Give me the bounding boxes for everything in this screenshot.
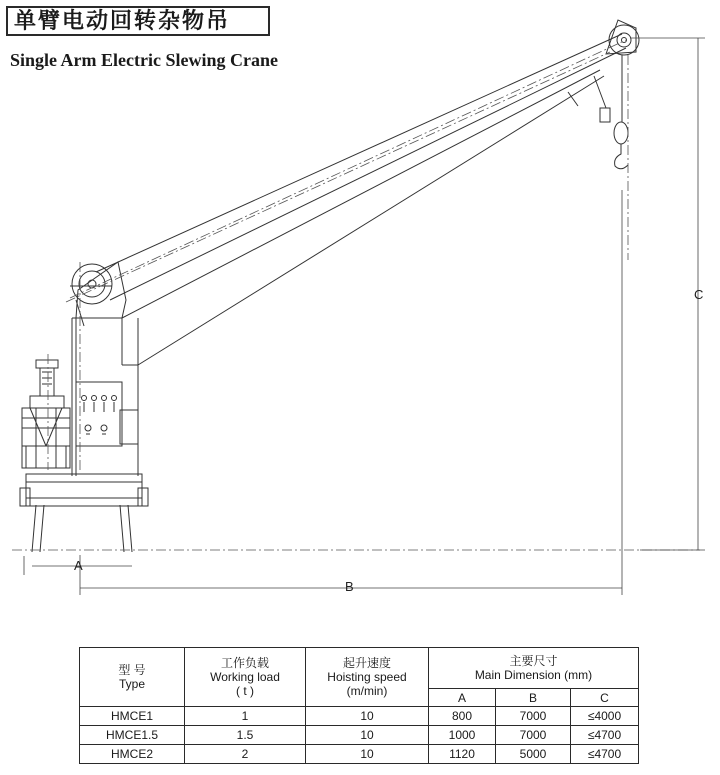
cell-b: 5000 [496, 745, 571, 764]
cell-speed: 10 [306, 707, 429, 726]
hook [615, 144, 628, 169]
cell-b: 7000 [496, 707, 571, 726]
hook-block [614, 122, 628, 144]
table-row [80, 745, 639, 764]
base-plate [26, 474, 142, 506]
cell-b: 7000 [496, 726, 571, 745]
header-type: 型 号 Type [80, 648, 185, 707]
dimension-a-label: A [74, 558, 83, 573]
cell-a: 1000 [429, 726, 496, 745]
cell-speed: 10 [306, 745, 429, 764]
header-b: B [496, 689, 571, 707]
slewing-motor [22, 360, 70, 468]
cell-load: 1 [185, 707, 306, 726]
cell-a: 1120 [429, 745, 496, 764]
foundation-leg [128, 505, 132, 552]
cell-c: ≤4700 [571, 745, 639, 764]
dimension-b-label: B [345, 579, 354, 594]
foundation-leg [120, 505, 124, 552]
spec-table [79, 647, 639, 764]
cell-load: 2 [185, 745, 306, 764]
english-title: Single Arm Electric Slewing Crane [10, 50, 278, 70]
header-speed: 起升速度 Hoisting speed (m/min) [306, 648, 429, 707]
dimension-c-label: C [694, 287, 704, 302]
cell-c: ≤4700 [571, 726, 639, 745]
head-sheave [609, 25, 639, 55]
control-box [76, 382, 122, 446]
cell-load: 1.5 [185, 726, 306, 745]
header-c: C [571, 689, 639, 707]
header-load: 工作负载 Working load ( t ) [185, 648, 306, 707]
header-a: A [429, 689, 496, 707]
header-main-dimension: 主要尺寸 Main Dimension (mm) [429, 648, 639, 689]
cell-c: ≤4000 [571, 707, 639, 726]
table-row [80, 726, 639, 745]
crane-boom [96, 34, 622, 272]
cell-a: 800 [429, 707, 496, 726]
cell-type: HMCE1.5 [80, 726, 185, 745]
cell-speed: 10 [306, 726, 429, 745]
table-row [80, 707, 639, 726]
cell-type: HMCE2 [80, 745, 185, 764]
chinese-title: 单臂电动回转杂物吊 [6, 6, 270, 36]
foundation-leg [40, 505, 44, 552]
foundation-leg [32, 505, 36, 552]
cell-type: HMCE1 [80, 707, 185, 726]
